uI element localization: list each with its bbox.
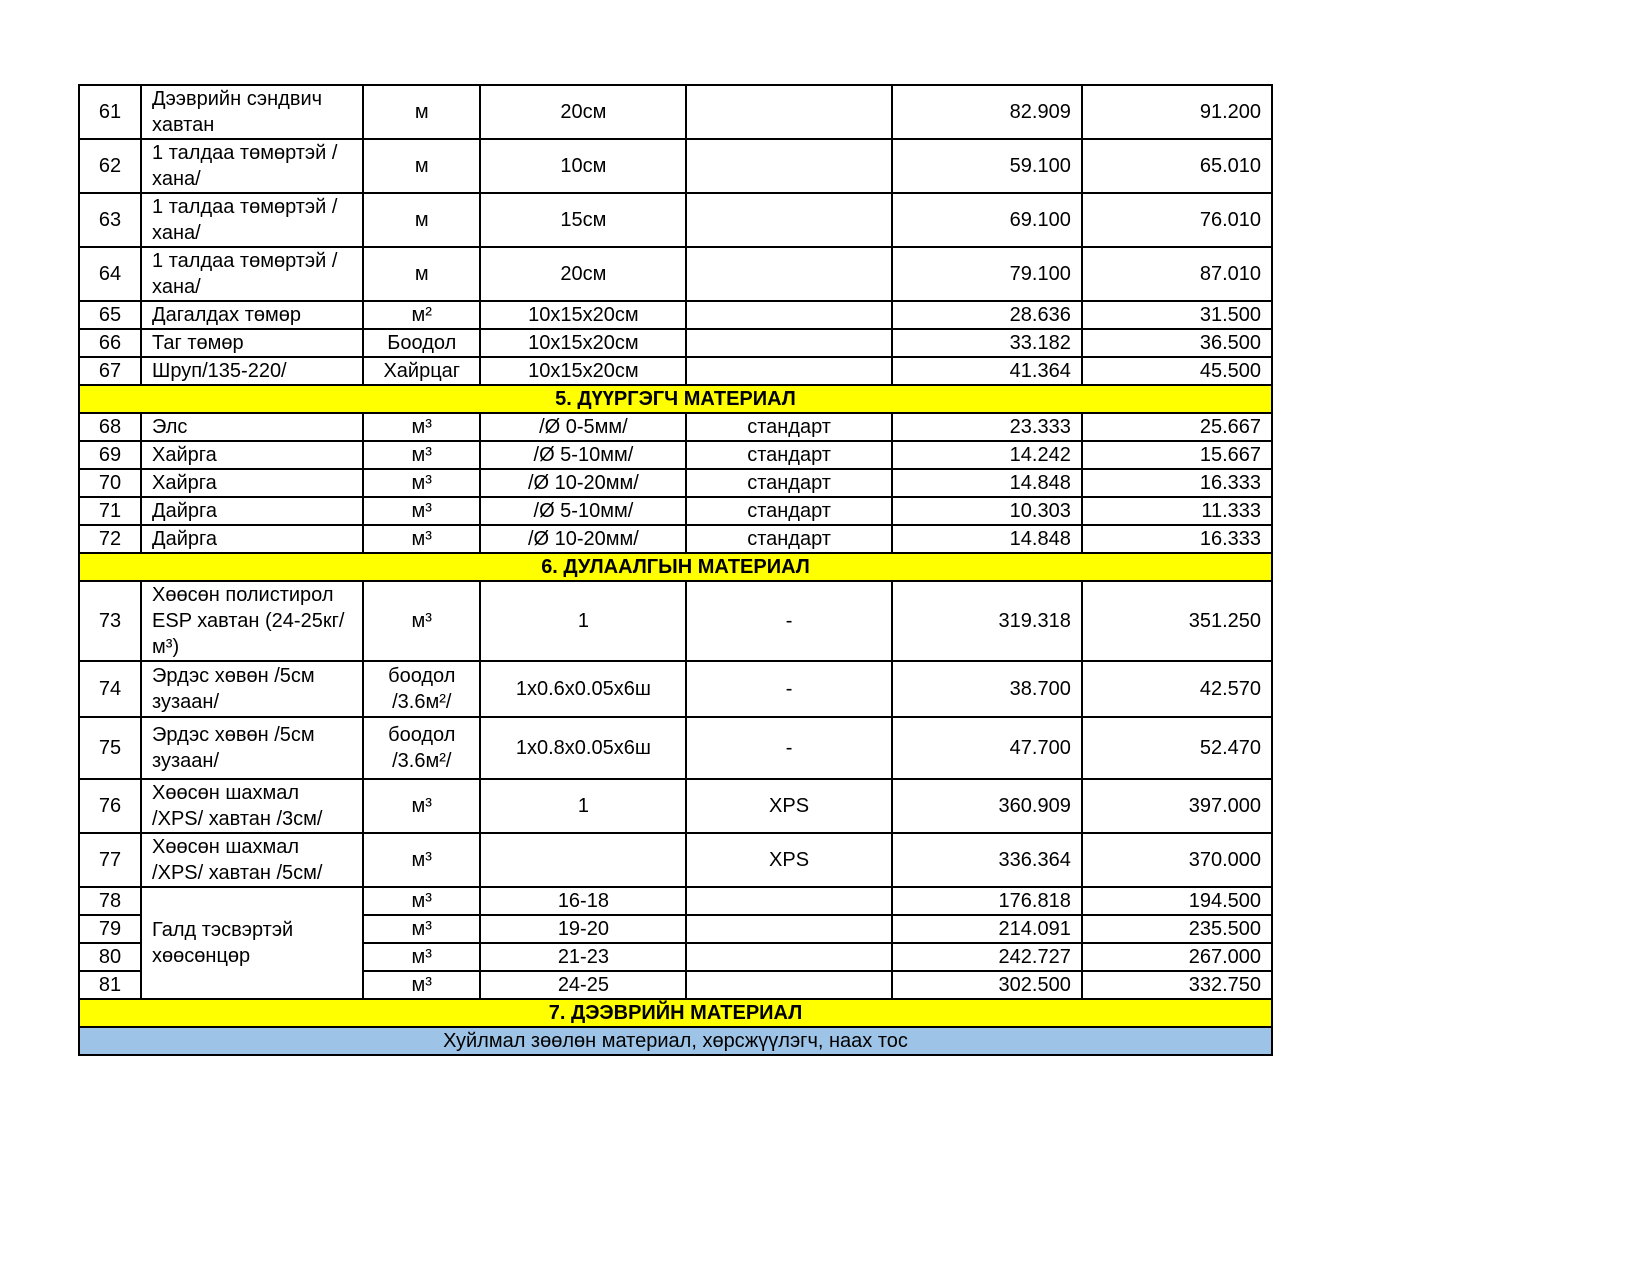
size-spec: 1: [480, 779, 686, 833]
standard: [686, 887, 891, 915]
table-row: [79, 779, 1272, 833]
table-row: [79, 441, 1272, 469]
unit: м³: [363, 497, 480, 525]
table-row: [79, 193, 1272, 247]
standard: [686, 357, 891, 385]
standard: [686, 915, 891, 943]
unit: м³: [363, 915, 480, 943]
note-row: [79, 1027, 1272, 1055]
standard: -: [686, 717, 891, 779]
unit: боодол /3.6м²/: [363, 661, 480, 717]
row-number: 77: [79, 833, 141, 887]
size-spec: 24-25: [480, 971, 686, 999]
size-spec: 15см: [480, 193, 686, 247]
standard: [686, 247, 891, 301]
size-spec: 1: [480, 581, 686, 661]
material-name: Хөөсөн полистирол ESP хавтан (24-25кг/м³): [141, 581, 363, 661]
standard: [686, 971, 891, 999]
price-incl-vat: 42.570: [1082, 661, 1272, 717]
price-incl-vat: 52.470: [1082, 717, 1272, 779]
standard: XPS: [686, 779, 891, 833]
price-incl-vat: 235.500: [1082, 915, 1272, 943]
row-number: 71: [79, 497, 141, 525]
table-row: [79, 301, 1272, 329]
price-incl-vat: 91.200: [1082, 85, 1272, 139]
material-name: Дайрга: [141, 525, 363, 553]
table-row: [79, 833, 1272, 887]
standard: стандарт: [686, 525, 891, 553]
row-number: 75: [79, 717, 141, 779]
price-incl-vat: 194.500: [1082, 887, 1272, 915]
table-row: [79, 357, 1272, 385]
material-name: Эрдэс хөвөн /5см зузаан/: [141, 661, 363, 717]
row-number: 68: [79, 413, 141, 441]
size-spec: 20см: [480, 247, 686, 301]
row-number: 72: [79, 525, 141, 553]
price-excl-vat: 33.182: [892, 329, 1082, 357]
price-incl-vat: 16.333: [1082, 469, 1272, 497]
standard: стандарт: [686, 497, 891, 525]
unit: м³: [363, 779, 480, 833]
material-name: Галд тэсвэртэй хөөсөнцөр: [141, 887, 363, 999]
price-incl-vat: 351.250: [1082, 581, 1272, 661]
unit: м: [363, 247, 480, 301]
unit: м³: [363, 943, 480, 971]
standard: [686, 193, 891, 247]
size-spec: /Ø 0-5мм/: [480, 413, 686, 441]
price-excl-vat: 302.500: [892, 971, 1082, 999]
row-number: 67: [79, 357, 141, 385]
size-spec: 1x0.8x0.05x6ш: [480, 717, 686, 779]
price-incl-vat: 15.667: [1082, 441, 1272, 469]
size-spec: 10x15x20см: [480, 301, 686, 329]
table-row: [79, 247, 1272, 301]
unit: м³: [363, 581, 480, 661]
price-incl-vat: 267.000: [1082, 943, 1272, 971]
unit: м³: [363, 413, 480, 441]
row-number: 81: [79, 971, 141, 999]
unit: м³: [363, 441, 480, 469]
size-spec: [480, 833, 686, 887]
table-body: [79, 85, 1272, 1055]
table-row: [79, 497, 1272, 525]
unit: м³: [363, 525, 480, 553]
price-incl-vat: 16.333: [1082, 525, 1272, 553]
unit: м³: [363, 887, 480, 915]
price-excl-vat: 214.091: [892, 915, 1082, 943]
row-number: 64: [79, 247, 141, 301]
material-name: 1 талдаа төмөртэй /хана/: [141, 193, 363, 247]
standard: стандарт: [686, 469, 891, 497]
size-spec: 1x0.6x0.05x6ш: [480, 661, 686, 717]
material-name: 1 талдаа төмөртэй /хана/: [141, 247, 363, 301]
price-incl-vat: 25.667: [1082, 413, 1272, 441]
size-spec: 19-20: [480, 915, 686, 943]
standard: [686, 139, 891, 193]
price-incl-vat: 370.000: [1082, 833, 1272, 887]
row-number: 65: [79, 301, 141, 329]
row-number: 69: [79, 441, 141, 469]
material-name: Хөөсөн шахмал /XPS/ хавтан /3см/: [141, 779, 363, 833]
standard: стандарт: [686, 413, 891, 441]
price-excl-vat: 28.636: [892, 301, 1082, 329]
row-number: 78: [79, 887, 141, 915]
material-name: Дээврийн сэндвич хавтан: [141, 85, 363, 139]
price-excl-vat: 360.909: [892, 779, 1082, 833]
unit: м: [363, 193, 480, 247]
unit: м³: [363, 469, 480, 497]
material-name: Хөөсөн шахмал /XPS/ хавтан /5см/: [141, 833, 363, 887]
material-name: 1 талдаа төмөртэй /хана/: [141, 139, 363, 193]
size-spec: 20см: [480, 85, 686, 139]
price-excl-vat: 47.700: [892, 717, 1082, 779]
material-name: Дагалдах төмөр: [141, 301, 363, 329]
table-row: [79, 85, 1272, 139]
price-excl-vat: 242.727: [892, 943, 1082, 971]
standard: -: [686, 581, 891, 661]
size-spec: /Ø 5-10мм/: [480, 441, 686, 469]
price-excl-vat: 79.100: [892, 247, 1082, 301]
price-excl-vat: 38.700: [892, 661, 1082, 717]
row-number: 70: [79, 469, 141, 497]
table-row: [79, 413, 1272, 441]
unit: м: [363, 139, 480, 193]
price-excl-vat: 319.318: [892, 581, 1082, 661]
row-number: 80: [79, 943, 141, 971]
size-spec: 10x15x20см: [480, 357, 686, 385]
price-incl-vat: 332.750: [1082, 971, 1272, 999]
price-incl-vat: 76.010: [1082, 193, 1272, 247]
standard: [686, 85, 891, 139]
row-number: 63: [79, 193, 141, 247]
unit: Хайрцаг: [363, 357, 480, 385]
material-name: Дайрга: [141, 497, 363, 525]
size-spec: 10x15x20см: [480, 329, 686, 357]
material-name: Элс: [141, 413, 363, 441]
size-spec: 21-23: [480, 943, 686, 971]
size-spec: /Ø 10-20мм/: [480, 469, 686, 497]
table-row: [79, 717, 1272, 779]
unit: м²: [363, 301, 480, 329]
price-incl-vat: 36.500: [1082, 329, 1272, 357]
price-incl-vat: 397.000: [1082, 779, 1272, 833]
section-header-5-label: 5. ДҮҮРГЭГЧ МАТЕРИАЛ: [79, 385, 1272, 413]
row-number: 79: [79, 915, 141, 943]
row-number: 74: [79, 661, 141, 717]
standard: XPS: [686, 833, 891, 887]
material-name: Таг төмөр: [141, 329, 363, 357]
price-excl-vat: 10.303: [892, 497, 1082, 525]
standard: стандарт: [686, 441, 891, 469]
price-excl-vat: 176.818: [892, 887, 1082, 915]
material-name: Хайрга: [141, 441, 363, 469]
standard: [686, 329, 891, 357]
section-header-7-label: 7. ДЭЭВРИЙН МАТЕРИАЛ: [79, 999, 1272, 1027]
table-row: [79, 661, 1272, 717]
row-number: 62: [79, 139, 141, 193]
size-spec: /Ø 5-10мм/: [480, 497, 686, 525]
price-excl-vat: 14.848: [892, 469, 1082, 497]
row-number: 73: [79, 581, 141, 661]
material-name: Эрдэс хөвөн /5см зузаан/: [141, 717, 363, 779]
section-header-6: [79, 553, 1272, 581]
price-incl-vat: 11.333: [1082, 497, 1272, 525]
price-excl-vat: 14.848: [892, 525, 1082, 553]
note-row-label: Хуйлмал зөөлөн материал, хөрсжүүлэгч, наах тос: [79, 1027, 1272, 1055]
materials-price-table: [78, 84, 1273, 1056]
row-number: 76: [79, 779, 141, 833]
price-excl-vat: 69.100: [892, 193, 1082, 247]
price-excl-vat: 82.909: [892, 85, 1082, 139]
table-row: [79, 469, 1272, 497]
unit: м³: [363, 833, 480, 887]
price-excl-vat: 336.364: [892, 833, 1082, 887]
price-incl-vat: 45.500: [1082, 357, 1272, 385]
row-number: 66: [79, 329, 141, 357]
row-number: 61: [79, 85, 141, 139]
unit: м: [363, 85, 480, 139]
table-row: [79, 887, 1272, 915]
section-header-6-label: 6. ДУЛААЛГЫН МАТЕРИАЛ: [79, 553, 1272, 581]
table-row: [79, 581, 1272, 661]
standard: [686, 943, 891, 971]
size-spec: 16-18: [480, 887, 686, 915]
table-row: [79, 525, 1272, 553]
price-excl-vat: 41.364: [892, 357, 1082, 385]
size-spec: 10см: [480, 139, 686, 193]
unit: м³: [363, 971, 480, 999]
section-header-7: [79, 999, 1272, 1027]
standard: -: [686, 661, 891, 717]
unit: боодол /3.6м²/: [363, 717, 480, 779]
table-row: [79, 139, 1272, 193]
standard: [686, 301, 891, 329]
material-name: Шруп/135-220/: [141, 357, 363, 385]
price-excl-vat: 23.333: [892, 413, 1082, 441]
table-row: [79, 329, 1272, 357]
price-incl-vat: 65.010: [1082, 139, 1272, 193]
unit: Боодол: [363, 329, 480, 357]
material-name: Хайрга: [141, 469, 363, 497]
section-header-5: [79, 385, 1272, 413]
price-excl-vat: 59.100: [892, 139, 1082, 193]
size-spec: /Ø 10-20мм/: [480, 525, 686, 553]
price-incl-vat: 87.010: [1082, 247, 1272, 301]
price-excl-vat: 14.242: [892, 441, 1082, 469]
price-incl-vat: 31.500: [1082, 301, 1272, 329]
